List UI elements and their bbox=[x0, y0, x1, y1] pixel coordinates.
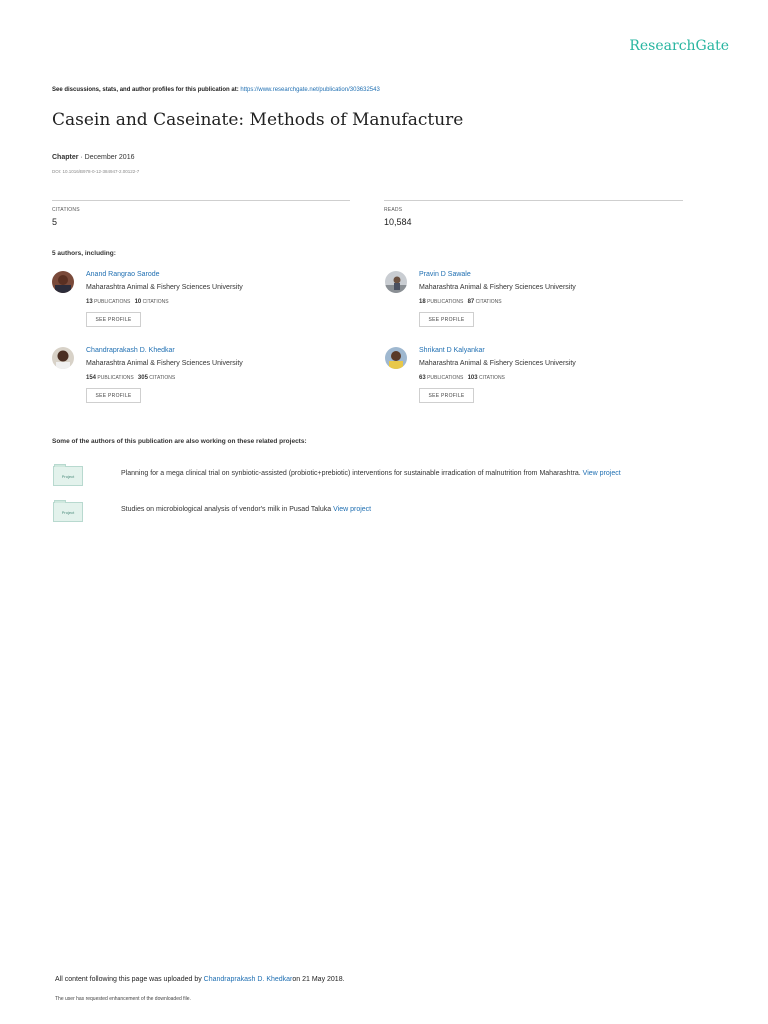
researchgate-logo[interactable]: ResearchGate bbox=[629, 38, 729, 54]
project-title: Studies on microbiological analysis of vendor's milk in Pusad Taluka bbox=[121, 506, 332, 513]
project-icon-label: Project bbox=[61, 509, 75, 515]
citations-count: 305 bbox=[137, 375, 148, 381]
author-name-link[interactable]: Chandraprakash D. Khedkar bbox=[86, 347, 175, 354]
authors-heading: 5 authors, including: bbox=[52, 250, 116, 257]
publications-label: PUBLICATIONS bbox=[427, 299, 464, 305]
upload-suffix: on 21 May 2018. bbox=[292, 976, 345, 983]
citations-divider bbox=[52, 200, 350, 201]
publications-count: 13 bbox=[86, 299, 93, 305]
intro-line bbox=[52, 87, 380, 93]
avatar[interactable] bbox=[52, 347, 74, 369]
see-profile-button[interactable]: SEE PROFILE bbox=[86, 388, 141, 403]
request-note: The user has requested enhancement of the downloaded file. bbox=[55, 996, 191, 1002]
publications-label: PUBLICATIONS bbox=[427, 375, 464, 381]
citations-count: 10 bbox=[134, 299, 142, 305]
reads-divider bbox=[384, 200, 683, 201]
publications-count: 18 bbox=[419, 299, 426, 305]
project-item bbox=[121, 470, 621, 477]
author-card bbox=[52, 271, 352, 341]
publications-label: PUBLICATIONS bbox=[97, 375, 134, 381]
intro-text: See discussions, stats, and author profiles for this publication at: bbox=[52, 87, 239, 93]
project-folder-icon[interactable] bbox=[53, 502, 83, 522]
related-projects-heading: Some of the authors of this publication are also working on these related projects: bbox=[52, 438, 307, 445]
project-title: Planning for a mega clinical trial on synbiotic-assisted (probiotic+prebiotic) interventions for sustainable irradication of malnutrition from Maharashtra. bbox=[121, 470, 581, 477]
chapter-info bbox=[52, 154, 135, 161]
author-name-link[interactable]: Anand Rangrao Sarode bbox=[86, 271, 160, 278]
author-stats bbox=[419, 299, 502, 305]
see-profile-button[interactable]: SEE PROFILE bbox=[419, 312, 474, 327]
chapter-type: Chapter bbox=[52, 154, 79, 161]
author-name-link[interactable]: Pravin D Sawale bbox=[419, 271, 471, 278]
citations-count: 103 bbox=[467, 375, 478, 381]
view-project-link[interactable]: View project bbox=[333, 506, 372, 513]
author-stats bbox=[86, 375, 175, 381]
author-card bbox=[385, 347, 685, 417]
upload-note bbox=[55, 976, 345, 983]
citations-label: CITATIONS bbox=[149, 375, 176, 381]
citations-label: CITATIONS bbox=[478, 375, 505, 381]
author-stats bbox=[86, 299, 169, 305]
publications-count: 154 bbox=[86, 375, 97, 381]
project-icon-label: Project bbox=[61, 473, 75, 479]
publications-count: 63 bbox=[419, 375, 426, 381]
publication-url-link[interactable]: https://www.researchgate.net/publication/303632543 bbox=[240, 87, 380, 93]
avatar[interactable] bbox=[385, 347, 407, 369]
project-folder-icon[interactable] bbox=[53, 466, 83, 486]
view-project-link[interactable]: View project bbox=[582, 470, 621, 477]
author-name-link[interactable]: Shrikant D Kalyankar bbox=[419, 347, 485, 354]
upload-prefix: All content following this page was uploaded by bbox=[55, 976, 202, 983]
page-title: Casein and Caseinate: Methods of Manufacture bbox=[52, 110, 464, 130]
chapter-date: · December 2016 bbox=[80, 154, 135, 161]
uploader-link[interactable]: Chandraprakash D. Khedkar bbox=[203, 976, 293, 983]
author-institution: Maharashtra Animal & Fishery Sciences University bbox=[86, 360, 243, 367]
citations-label: CITATIONS bbox=[52, 207, 80, 213]
author-institution: Maharashtra Animal & Fishery Sciences University bbox=[86, 284, 243, 291]
see-profile-button[interactable]: SEE PROFILE bbox=[86, 312, 141, 327]
doi-text: DOI: 10.1016/B978-0-12-384947-2.00122-7 bbox=[52, 169, 140, 174]
see-profile-button[interactable]: SEE PROFILE bbox=[419, 388, 474, 403]
avatar[interactable] bbox=[385, 271, 407, 293]
author-stats bbox=[419, 375, 505, 381]
citations-count: 87 bbox=[467, 299, 475, 305]
reads-label: READS bbox=[384, 207, 403, 213]
citations-value: 5 bbox=[52, 217, 58, 227]
citations-label: CITATIONS bbox=[142, 299, 169, 305]
project-item bbox=[121, 506, 371, 513]
author-card bbox=[385, 271, 685, 341]
avatar[interactable] bbox=[52, 271, 74, 293]
publications-label: PUBLICATIONS bbox=[94, 299, 131, 305]
citations-label: CITATIONS bbox=[475, 299, 502, 305]
reads-value: 10,584 bbox=[384, 217, 412, 227]
author-card bbox=[52, 347, 352, 417]
author-institution: Maharashtra Animal & Fishery Sciences University bbox=[419, 284, 576, 291]
author-institution: Maharashtra Animal & Fishery Sciences University bbox=[419, 360, 576, 367]
